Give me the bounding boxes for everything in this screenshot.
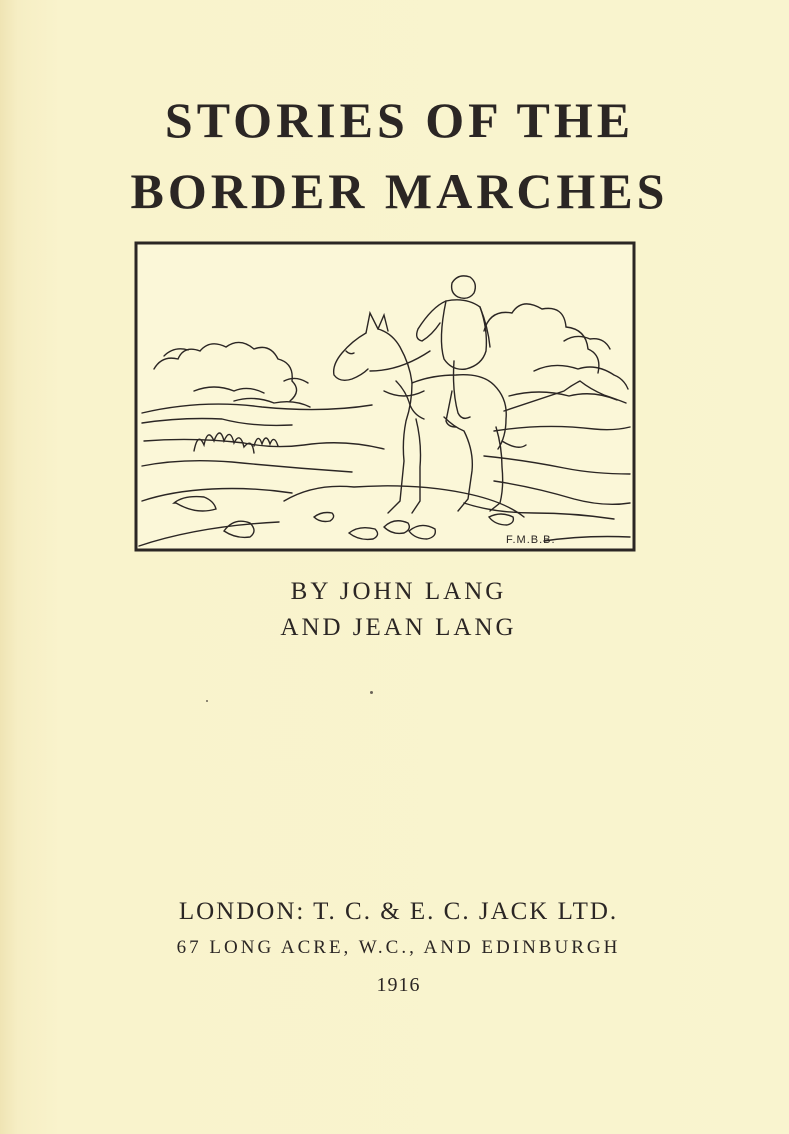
book-title-line-1: STORIES OF THE <box>164 92 635 148</box>
paper-speck <box>206 700 208 702</box>
publication-year: 1916 <box>376 974 421 996</box>
author-line-2: AND JEAN LANG <box>280 614 517 641</box>
publisher-name: LONDON: T. C. & E. C. JACK LTD. <box>178 898 619 925</box>
illustrator-signature: F.M.B.B. <box>506 534 556 546</box>
frontispiece-illustration <box>134 241 636 552</box>
author-line-1: BY JOHN LANG <box>290 578 507 605</box>
publisher-address: 67 LONG ACRE, W.C., AND EDINBURGH <box>176 937 621 958</box>
book-title-line-2: BORDER MARCHES <box>130 163 669 219</box>
paper-speck <box>370 691 373 694</box>
